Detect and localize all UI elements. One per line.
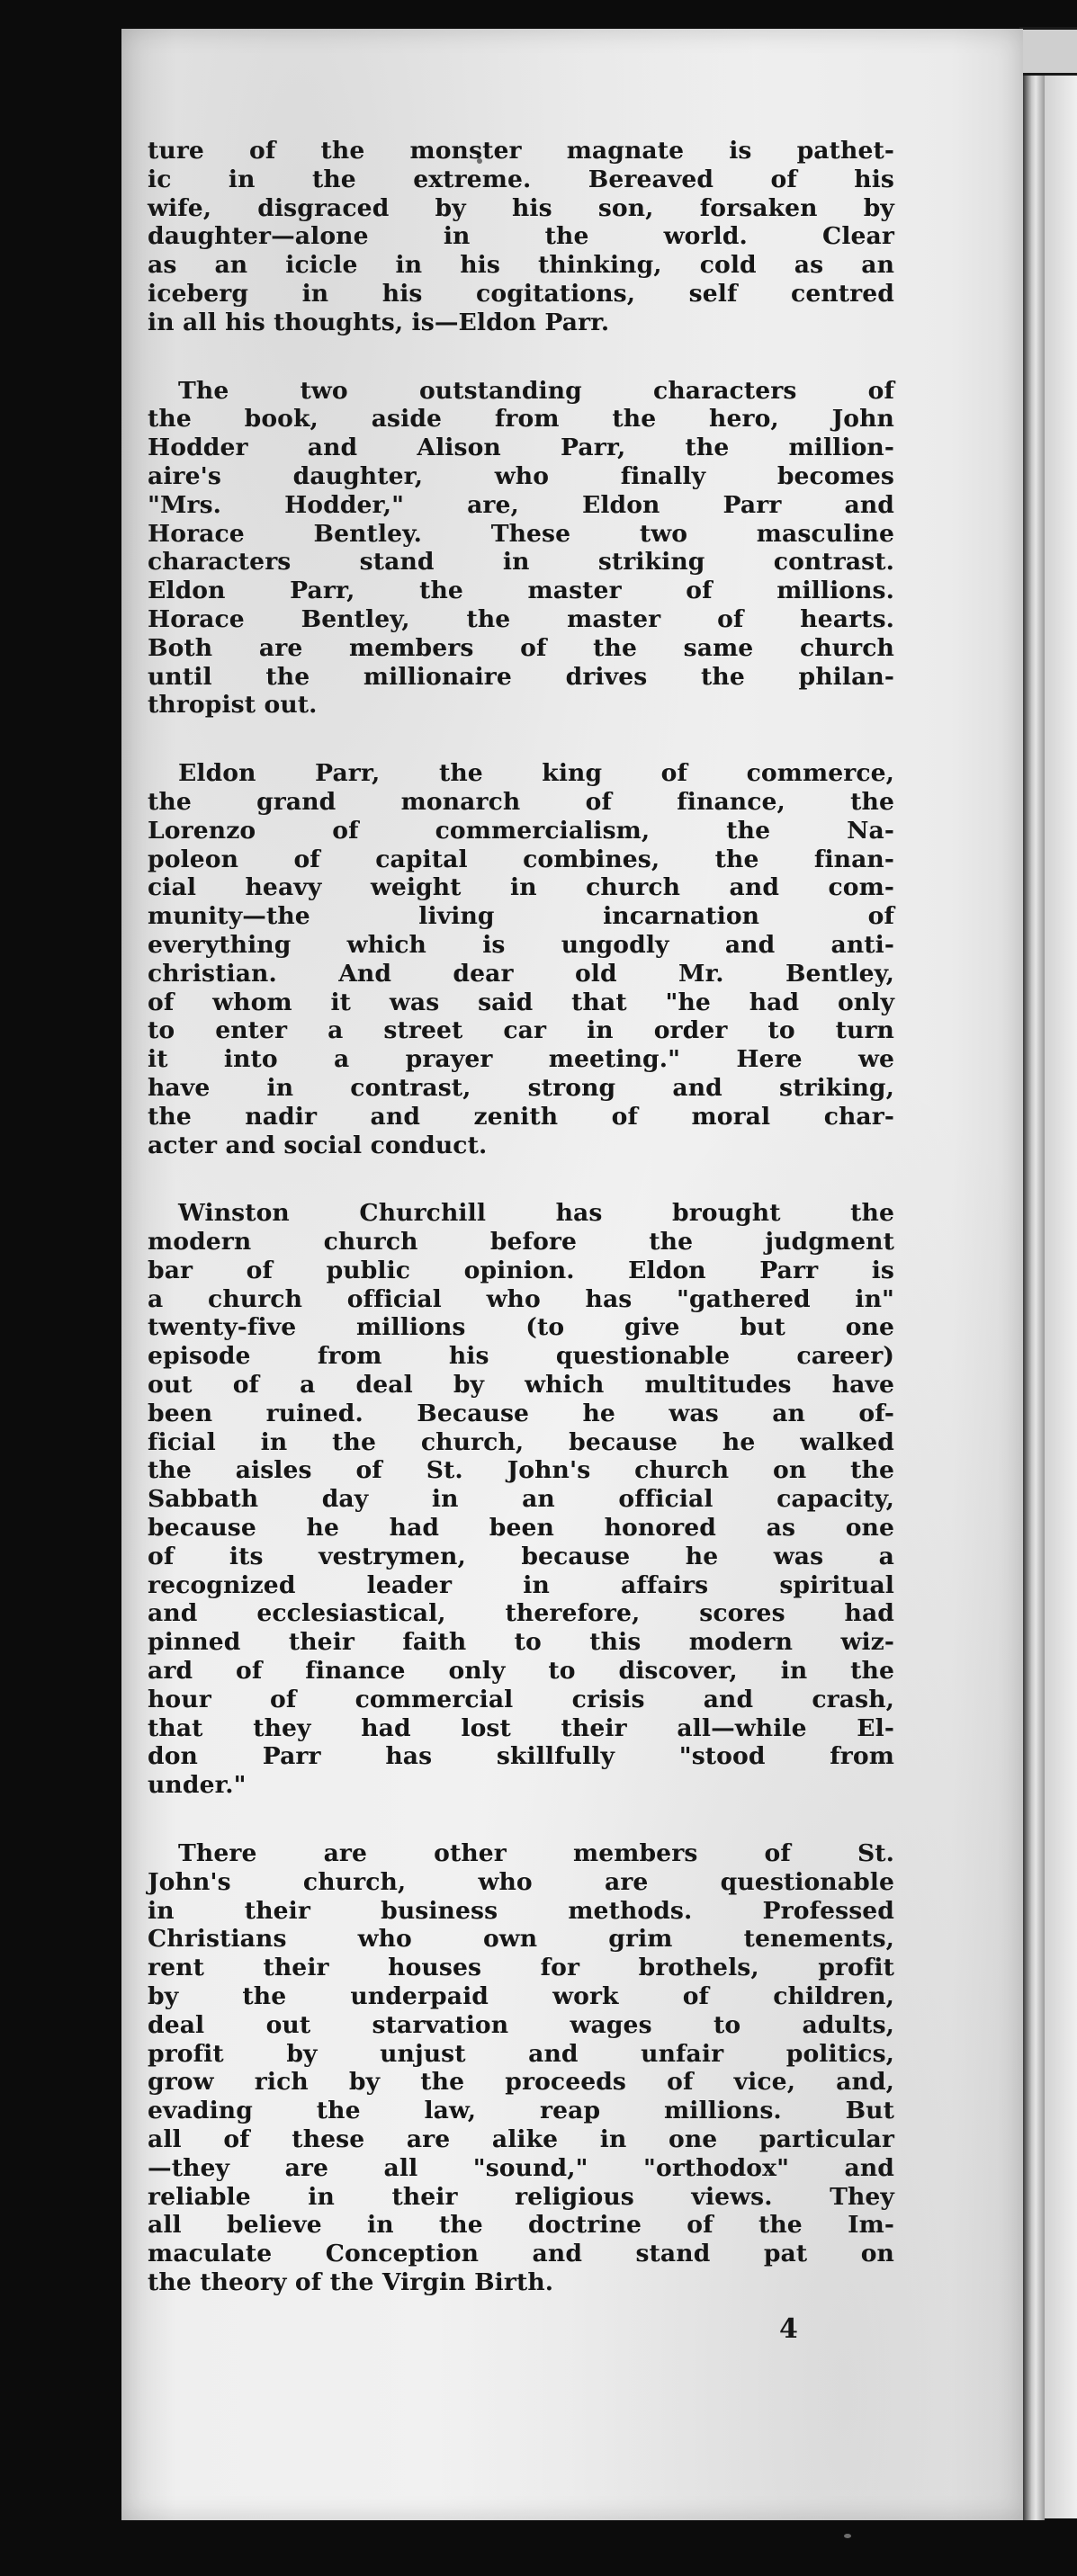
text-line: recognized leader in affairs spiritual bbox=[148, 1570, 894, 1599]
paragraph-5 bbox=[148, 1839, 894, 2297]
text-line: cial heavy weight in church and com- bbox=[148, 873, 894, 902]
text-line: in all his thoughts, is—Eldon Parr. bbox=[148, 308, 610, 336]
text-line: of its vestrymen, because he was a bbox=[148, 1542, 894, 1570]
text-line: out of a deal by which multitudes have bbox=[148, 1371, 894, 1400]
adjacent-page-corner bbox=[1019, 27, 1077, 76]
print-speck bbox=[844, 2534, 851, 2538]
text-line: aire's daughter, who finally becomes bbox=[148, 461, 894, 490]
paragraph-3 bbox=[148, 759, 894, 1159]
text-line: deal out starvation wages to adults, bbox=[148, 2010, 894, 2039]
text-line: that they had lost their all—while El- bbox=[148, 1713, 894, 1742]
text-line: as an icicle in his thinking, cold as an bbox=[148, 251, 894, 280]
text-line: rent their houses for brothels, profit bbox=[148, 1954, 894, 1982]
text-line: and ecclesiastical, therefore, scores had bbox=[148, 1599, 894, 1628]
text-line: been ruined. Because he was an of- bbox=[148, 1399, 894, 1427]
text-line: all of these are alike in one particular bbox=[148, 2125, 894, 2153]
text-line: Horace Bentley. These two masculine bbox=[148, 519, 894, 548]
adjacent-page-edge bbox=[1045, 36, 1077, 2518]
text-line: pinned their faith to this modern wiz- bbox=[148, 1628, 894, 1657]
text-line: to enter a street car in order to turn bbox=[148, 1016, 894, 1045]
article-body bbox=[148, 137, 894, 2297]
text-line: John's church, who are questionable bbox=[148, 1867, 894, 1896]
text-line: twenty-five millions (to give but one bbox=[148, 1313, 894, 1342]
paragraph-2 bbox=[148, 377, 894, 720]
text-line: modern church before the judgment bbox=[148, 1228, 894, 1257]
text-line: the nadir and zenith of moral char- bbox=[148, 1102, 894, 1131]
text-line: the grand monarch of finance, the bbox=[148, 787, 894, 816]
paragraph-4 bbox=[148, 1199, 894, 1800]
text-line: There are other members of St. bbox=[178, 1839, 894, 1868]
text-line: of whom it was said that "he had only bbox=[148, 988, 894, 1016]
text-line: a church official who has "gathered in" bbox=[148, 1284, 894, 1313]
text-line: ic in the extreme. Bereaved of his bbox=[148, 165, 894, 193]
text-line: in their business methods. Professed bbox=[148, 1896, 894, 1925]
text-line: Sabbath day in an official capacity, bbox=[148, 1485, 894, 1514]
text-line: until the millionaire drives the philan- bbox=[148, 662, 894, 691]
text-line: all believe in the doctrine of the Im- bbox=[148, 2211, 894, 2240]
text-line: bar of public opinion. Eldon Parr is bbox=[148, 1256, 894, 1284]
text-line: the theory of the Virgin Birth. bbox=[148, 2267, 554, 2296]
text-line: evading the law, reap millions. But bbox=[148, 2097, 894, 2125]
text-line: episode from his questionable career) bbox=[148, 1342, 894, 1371]
text-line: ture of the monster magnate is pathet- bbox=[148, 137, 894, 165]
text-line: reliable in their religious views. They bbox=[148, 2182, 894, 2211]
page-gutter-fold bbox=[1023, 29, 1045, 2520]
text-line: Horace Bentley, the master of hearts. bbox=[148, 604, 894, 633]
paragraph-1 bbox=[148, 137, 894, 337]
text-line: Hodder and Alison Parr, the million- bbox=[148, 434, 894, 462]
text-line: iceberg in his cogitations, self centred bbox=[148, 279, 894, 308]
text-line: ard of finance only to discover, in the bbox=[148, 1657, 894, 1686]
text-line: poleon of capital combines, the finan- bbox=[148, 845, 894, 873]
page-number: 4 bbox=[779, 2313, 798, 2345]
text-line: maculate Conception and stand pat on bbox=[148, 2240, 894, 2268]
text-line: christian. And dear old Mr. Bentley, bbox=[148, 959, 894, 988]
text-line: the aisles of St. John's church on the bbox=[148, 1456, 894, 1485]
text-line: it into a prayer meeting." Here we bbox=[148, 1045, 894, 1074]
text-line: ficial in the church, because he walked bbox=[148, 1427, 894, 1456]
text-line: Lorenzo of commercialism, the Na- bbox=[148, 816, 894, 845]
text-line: Eldon Parr, the master of millions. bbox=[148, 577, 894, 605]
text-line: —they are all "sound," "orthodox" and bbox=[148, 2153, 894, 2182]
text-line: Both are members of the same church bbox=[148, 633, 894, 662]
text-line: Winston Churchill has brought the bbox=[178, 1199, 894, 1228]
text-line: don Parr has skillfully "stood from bbox=[148, 1742, 894, 1771]
text-line: everything which is ungodly and anti- bbox=[148, 930, 894, 959]
text-line: munity—the living incarnation of bbox=[148, 902, 894, 931]
text-line: grow rich by the proceeds of vice, and, bbox=[148, 2068, 894, 2097]
text-line: "Mrs. Hodder," are, Eldon Parr and bbox=[148, 490, 894, 519]
text-line: have in contrast, strong and striking, bbox=[148, 1073, 894, 1102]
text-line: thropist out. bbox=[148, 691, 318, 720]
text-line: because he had been honored as one bbox=[148, 1514, 894, 1543]
text-line: Christians who own grim tenements, bbox=[148, 1925, 894, 1954]
text-line: The two outstanding characters of bbox=[178, 376, 894, 405]
text-line: by the underpaid work of children, bbox=[148, 1982, 894, 2011]
text-line: wife, disgraced by his son, forsaken by bbox=[148, 193, 894, 222]
text-line: the book, aside from the hero, John bbox=[148, 405, 894, 434]
text-line: under." bbox=[148, 1771, 247, 1800]
text-line: hour of commercial crisis and crash, bbox=[148, 1685, 894, 1713]
text-line: profit by unjust and unfair politics, bbox=[148, 2039, 894, 2068]
text-line: daughter—alone in the world. Clear bbox=[148, 222, 894, 251]
text-line: acter and social conduct. bbox=[148, 1131, 488, 1159]
text-line: Eldon Parr, the king of commerce, bbox=[178, 759, 894, 788]
text-line: characters stand in striking contrast. bbox=[148, 548, 894, 577]
